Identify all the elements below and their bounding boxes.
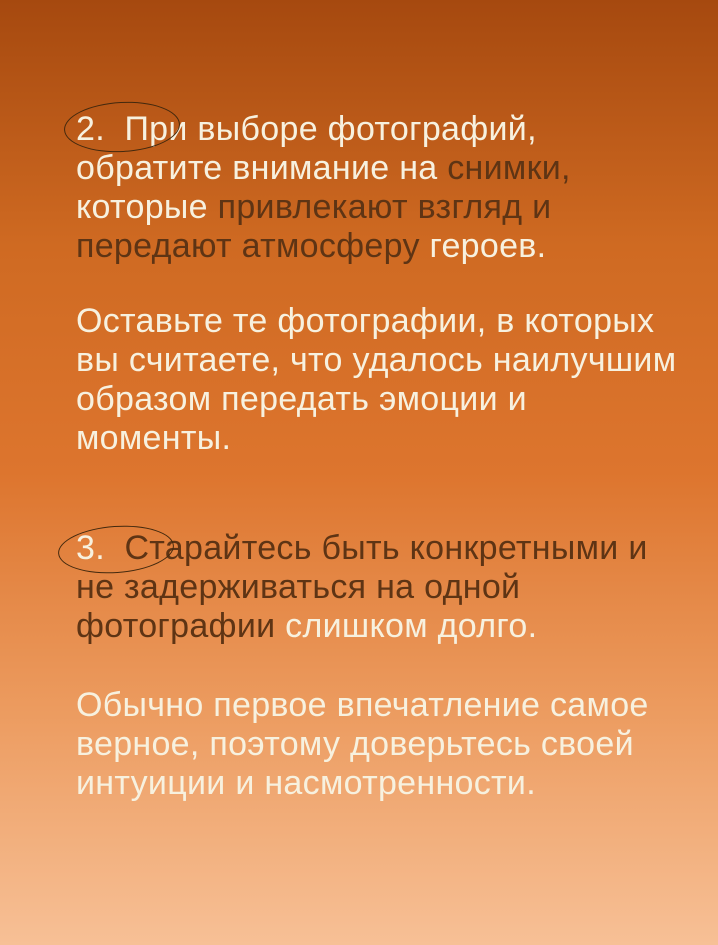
text-segment: Оставьте те фотографии, в которых: [76, 302, 655, 340]
text-line: [76, 110, 571, 149]
text-segment: моменты.: [76, 419, 232, 457]
text-segment: вы считаете, что удалось наилучшим: [76, 341, 677, 379]
text-line: [76, 380, 676, 419]
text-line: [76, 725, 649, 764]
text-segment: Обычно первое впечатление самое: [76, 686, 649, 724]
text-segment: слишком долго.: [285, 607, 538, 645]
text-segment: верное, поэтому доверьтесь своей: [76, 725, 634, 763]
text-segment: 3.: [76, 529, 125, 567]
text-segment: 2. При выборе фотографий,: [76, 110, 537, 148]
text-segment: которые: [76, 188, 218, 226]
text-segment: привлекают взгляд и: [217, 188, 552, 226]
text-line: [76, 302, 676, 341]
text-segment: Старайтесь быть конкретными и: [124, 529, 648, 567]
text-line: [76, 227, 571, 266]
text-line: [76, 568, 648, 607]
text-segment: образом передать эмоции и: [76, 380, 527, 418]
text-line: [76, 686, 649, 725]
text-line: [76, 188, 571, 227]
text-segment: фотографии: [76, 607, 286, 645]
text-segment: обратите внимание на: [76, 149, 448, 187]
text-segment: героев.: [429, 227, 547, 265]
paragraph-point-3: [76, 529, 648, 646]
text-segment: передают атмосферу: [76, 227, 430, 265]
text-line: [76, 764, 649, 803]
text-segment: не задерживаться на одной: [76, 568, 521, 606]
text-line: [76, 341, 676, 380]
text-line: [76, 419, 676, 458]
paragraph-point-2: [76, 110, 571, 266]
text-line: [76, 149, 571, 188]
text-segment: интуиции и насмотренности.: [76, 764, 536, 802]
text-line: [76, 607, 648, 646]
paragraph-point-3-note: [76, 686, 649, 803]
paragraph-point-2-note: [76, 302, 676, 458]
text-line: [76, 529, 648, 568]
text-segment: снимки,: [447, 149, 571, 187]
